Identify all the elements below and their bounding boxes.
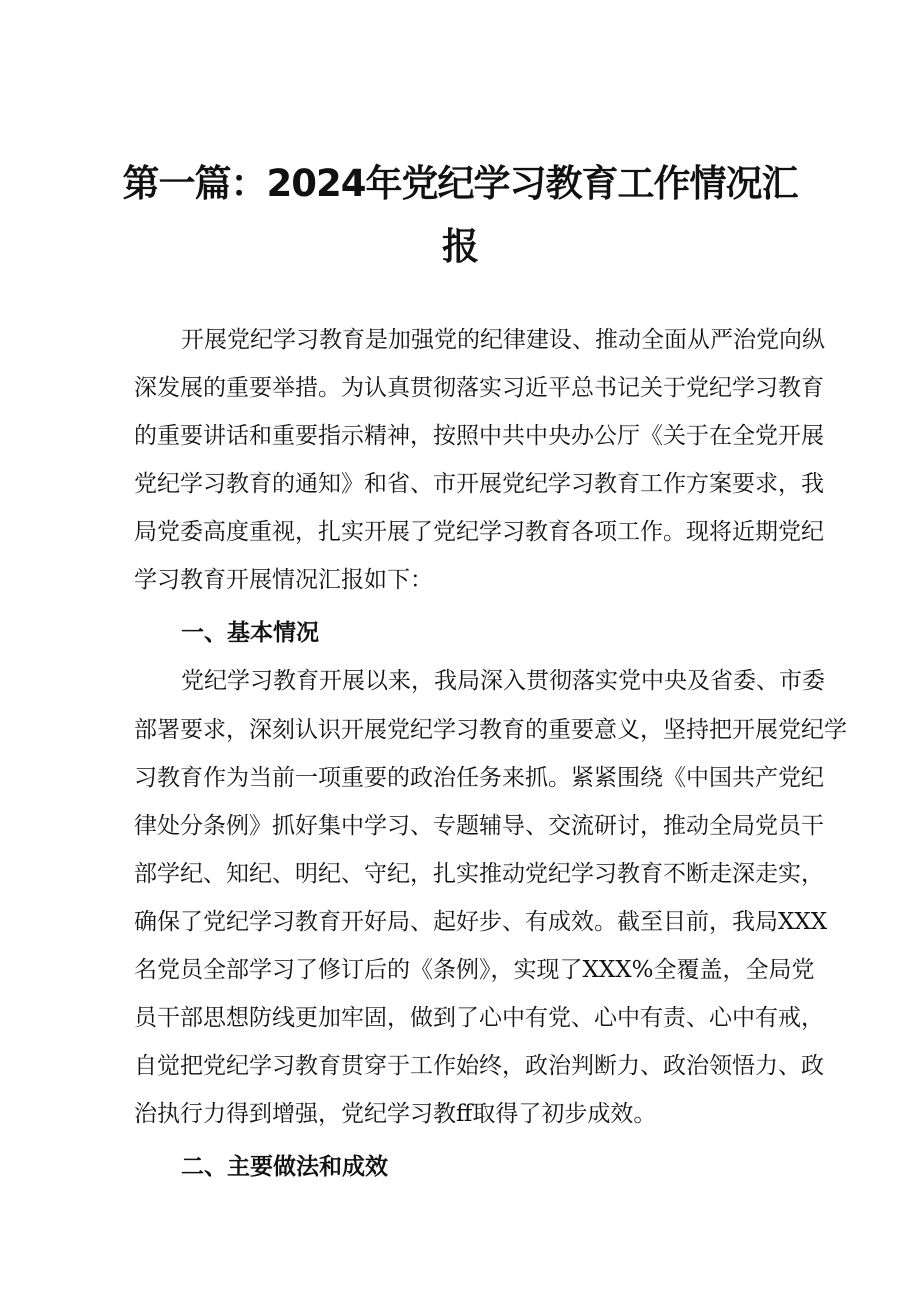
section1-paragraph-line: 员干部思想防线更加牢固，做到了心中有党、心中有责、心中有戒，	[134, 1005, 824, 1031]
intro-paragraph-line: 学习教育开展情况汇报如下：	[134, 567, 433, 593]
section1-paragraph-line: 确保了党纪学习教育开好局、起好步、有成效。截至目前，我局XXX	[134, 909, 828, 935]
section-heading-basic-situation: 一、基本情况	[181, 620, 319, 646]
section1-paragraph-line: 治执行力得到增强，党纪学习教ff取得了初步成效。	[134, 1101, 657, 1127]
document-title-line-2: 报	[442, 225, 478, 268]
intro-paragraph-line: 开展党纪学习教育是加强党的纪律建设、推动全面从严治党向纵	[181, 327, 825, 353]
intro-paragraph-line: 党纪学习教育的通知》和省、市开展党纪学习教育工作方案要求，我	[134, 471, 824, 497]
section1-paragraph-line: 党纪学习教育开展以来，我局深入贯彻落实党中央及省委、市委	[181, 668, 825, 694]
intro-paragraph-line: 的重要讲话和重要指示精神，按照中共中央办公厅《关于在全党开展	[134, 423, 824, 449]
document-title-line-1: 第一篇：2024年党纪学习教育工作情况汇	[122, 162, 798, 205]
intro-paragraph-line: 局党委高度重视，扎实开展了党纪学习教育各项工作。现将近期党纪	[134, 519, 824, 545]
section1-paragraph-line: 律处分条例》抓好集中学习、专题辅导、交流研讨，推动全局党员干	[134, 813, 824, 839]
section1-paragraph-line: 名党员全部学习了修订后的《条例》，实现了XXX%全覆盖，全局党	[134, 957, 815, 983]
section1-paragraph-line: 部署要求，深刻认识开展党纪学习教育的重要意义，坚持把开展党纪学	[134, 717, 847, 743]
section-heading-main-practices: 二、主要做法和成效	[181, 1154, 388, 1180]
section1-paragraph-line: 部学纪、知纪、明纪、守纪，扎实推动党纪学习教育不断走深走实，	[134, 861, 824, 887]
section1-paragraph-line: 习教育作为当前一项重要的政治任务来抓。紧紧围绕《中国共产党纪	[134, 765, 824, 791]
section1-paragraph-line: 自觉把党纪学习教育贯穿于工作始终，政治判断力、政治领悟力、政	[134, 1053, 824, 1079]
intro-paragraph-line: 深发展的重要举措。为认真贯彻落实习近平总书记关于党纪学习教育	[134, 375, 824, 401]
